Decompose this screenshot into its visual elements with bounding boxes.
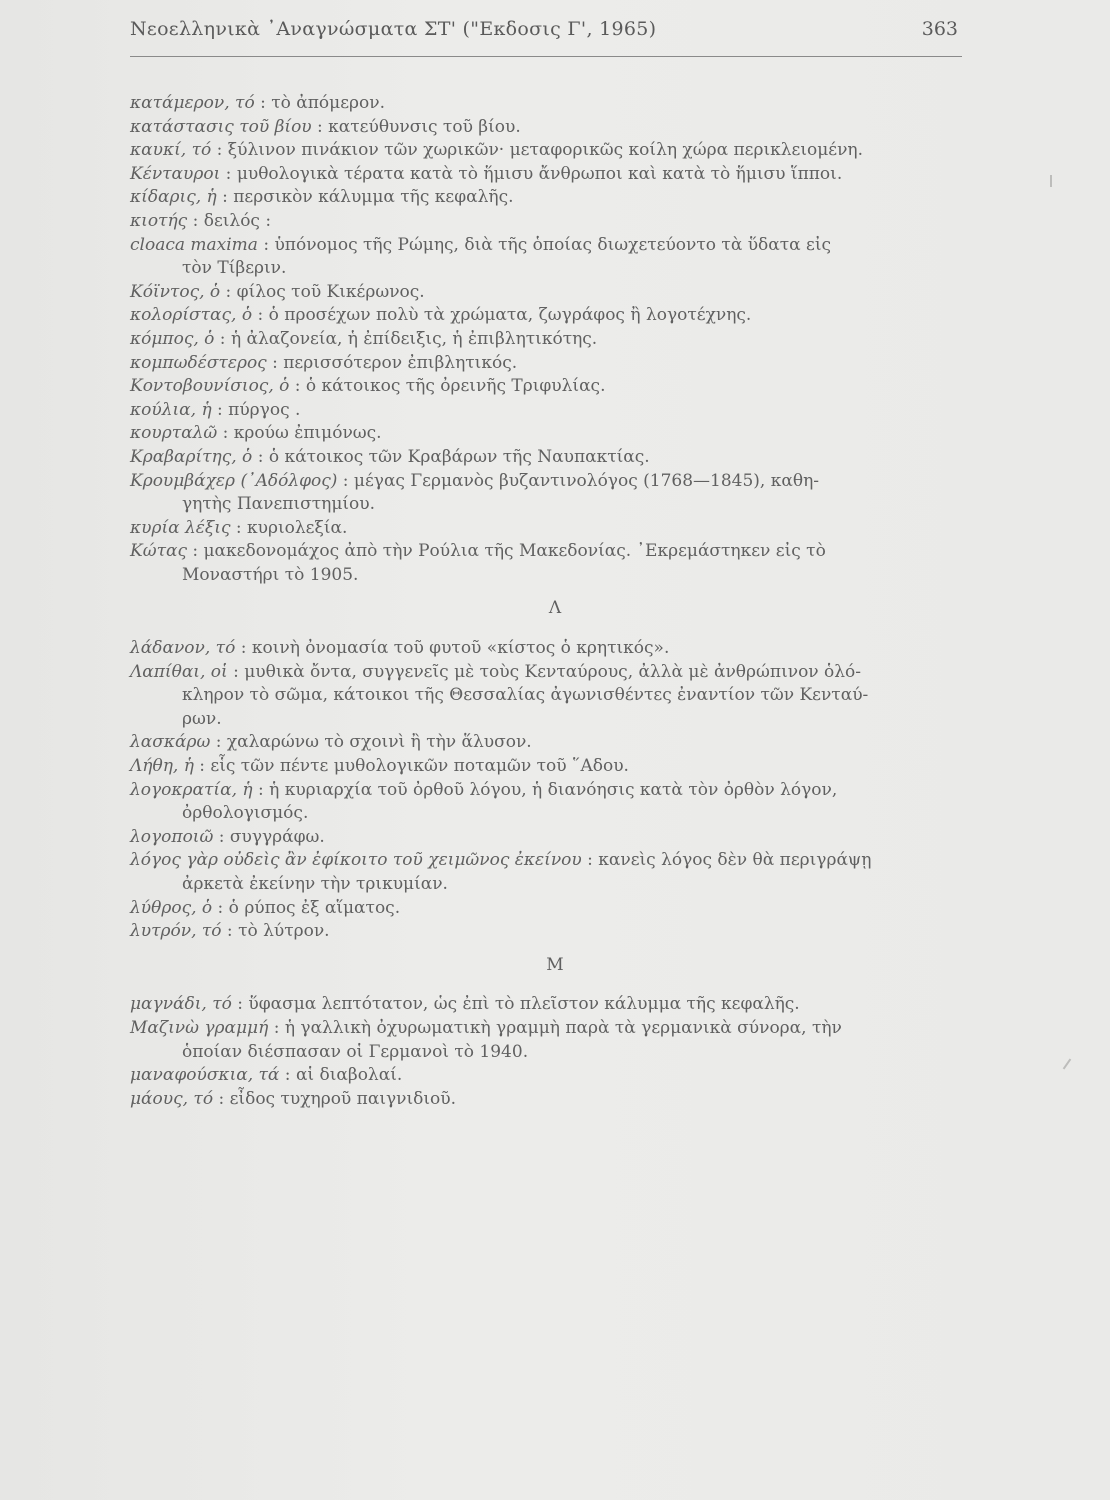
- entry-continuation: Μοναστήρι τὸ 1905.: [182, 564, 359, 585]
- entry-definition: : συγγράφω.: [213, 826, 325, 847]
- entry-definition: : πύργος .: [211, 399, 301, 420]
- glossary-entry: [130, 139, 980, 163]
- entry-definition: : αἱ διαβολαί.: [279, 1065, 403, 1086]
- section-heading-mu: Μ: [546, 954, 564, 975]
- section-heading-lambda: Λ: [548, 598, 562, 619]
- entry-term: κιοτής: [130, 210, 188, 231]
- entry-definition: : ὁ κάτοικος τῶν Κραβάρων τῆς Ναυπακτίας.: [252, 446, 650, 467]
- glossary-entry: [130, 186, 980, 210]
- entry-definition: : ἡ γαλλικὴ ὀχυρωματικὴ γραμμὴ παρὰ τὰ γερμανικὰ σύνορα, τὴν: [268, 1017, 842, 1038]
- entry-definition: : μυθολογικὰ τέρατα κατὰ τὸ ἥμισυ ἄνθρωποι καὶ κατὰ τὸ ἥμισυ ἵπποι.: [220, 163, 843, 184]
- entry-continuation: ἀρκετὰ ἐκείνην τὴν τρικυμίαν.: [182, 874, 448, 894]
- glossary-entry: [130, 210, 980, 234]
- glossary-entry: [130, 517, 980, 541]
- entry-term: Κοντοβουνίσιος, ὁ: [130, 376, 290, 397]
- entry-definition: : εἷς τῶν πέντε μυθολογικῶν ποταμῶν τοῦ ῞Αδου.: [193, 756, 629, 777]
- glossary-entry: [130, 446, 980, 470]
- entry-definition: : χαλαρώνω τὸ σχοινὶ ἢ τὴν ἅλυσον.: [210, 732, 532, 753]
- entry-definition: : ὕφασμα λεπτότατον, ὡς ἐπὶ τὸ πλεῖστον κάλυμμα τῆς κεφαλῆς.: [231, 994, 800, 1015]
- page-header: [130, 18, 962, 58]
- entry-term: κόμπος, ὁ: [130, 328, 215, 349]
- entry-definition: : ὁ ρύπος ἐξ αἵματος.: [212, 897, 401, 918]
- glossary-entry: [130, 755, 980, 779]
- glossary-entry: [130, 661, 980, 732]
- entry-term: μαγνάδι, τό: [130, 994, 232, 1015]
- entry-definition: : μέγας Γερμανὸς βυζαντινολόγος (1768—1845), καθη-: [337, 470, 819, 491]
- entry-definition: : ὁ προσέχων πολὺ τὰ χρώματα, ζωγράφος ἢ λογοτέχνης.: [252, 305, 752, 326]
- glossary-entry: [130, 92, 980, 116]
- entry-continuation: ρων.: [182, 708, 222, 729]
- entry-definition: : τὸ ἀπόμερον.: [254, 93, 385, 113]
- entry-term: κομπωδέστερος: [130, 352, 267, 373]
- entry-term: κατάμερον, τό: [130, 93, 255, 113]
- glossary-entry: [130, 304, 980, 328]
- bleed-mark: [1063, 1059, 1072, 1070]
- entry-term: μαναφούσκια, τά: [130, 1065, 280, 1086]
- entry-term: Λήθη, ἡ: [130, 756, 194, 777]
- glossary-entry: [130, 281, 980, 305]
- entry-term: cloaca maxima: [130, 234, 258, 255]
- page-number: 363: [921, 18, 958, 40]
- entry-term: Μαζινὼ γραμμή: [130, 1017, 269, 1038]
- glossary-entry: [130, 352, 980, 376]
- entry-term: κυρία λέξις: [130, 517, 231, 538]
- glossary-entry: [130, 375, 980, 399]
- entry-definition: : περσικὸν κάλυμμα τῆς κεφαλῆς.: [216, 187, 514, 208]
- glossary-entry: [130, 234, 980, 281]
- entry-continuation: ὁποίαν διέσπασαν οἱ Γερμανοὶ τὸ 1940.: [182, 1041, 529, 1062]
- entry-definition: : κυριολεξία.: [230, 517, 348, 538]
- entry-term: Κρουμβάχερ (᾿Αδόλφος): [130, 470, 338, 491]
- entry-definition: : κρούω ἐπιμόνως.: [217, 423, 382, 444]
- entry-term: λύθρος, ὁ: [130, 897, 213, 918]
- entry-definition: : ὁ κάτοικος τῆς ὀρεινῆς Τριφυλίας.: [289, 376, 606, 397]
- entry-term: λυτρόν, τό: [130, 921, 222, 942]
- entry-continuation: γητὴς Πανεπιστημίου.: [182, 494, 376, 515]
- entry-definition: : μακεδονομάχος ἀπὸ τὴν Ρούλια τῆς Μακεδονίας. ᾿Εκρεμάστηκεν εἰς τὸ: [186, 541, 826, 562]
- entry-continuation: ὀρθολογισμός.: [182, 803, 309, 824]
- glossary-section-kappa: [130, 92, 980, 587]
- entry-continuation: κληρον τὸ σῶμα, κάτοικοι τῆς Θεσσαλίας ἀγωνισθέντες ἐναντίον τῶν Κενταύ-: [182, 685, 869, 706]
- entry-definition: : ἡ ἀλαζονεία, ἡ ἐπίδειξις, ἡ ἐπιβλητικότης.: [214, 328, 598, 349]
- bleed-mark: [1050, 175, 1052, 187]
- entry-term: λασκάρω: [130, 732, 211, 753]
- entry-term: μάους, τό: [130, 1088, 214, 1109]
- glossary-entry: [130, 993, 980, 1017]
- glossary-entry: [130, 779, 980, 826]
- entry-definition: : κατεύθυνσις τοῦ βίου.: [311, 116, 521, 137]
- glossary-entry: [130, 897, 980, 921]
- entry-definition: : τὸ λύτρον.: [221, 921, 330, 942]
- glossary-entry: [130, 163, 980, 187]
- entry-term: κούλια, ἡ: [130, 399, 212, 420]
- running-head: Νεοελληνικὰ ᾿Αναγνώσματα ΣΤ' ("Εκδοσις Γ', 1965): [130, 18, 657, 40]
- glossary-section-lambda: [130, 637, 980, 944]
- entry-term: λάδανον, τό: [130, 638, 236, 659]
- entry-definition: : φίλος τοῦ Κικέρωνος.: [220, 281, 425, 302]
- entry-definition: : κοινὴ ὀνομασία τοῦ φυτοῦ «κίστος ὁ κρητικός».: [235, 638, 670, 659]
- entry-term: κίδαρις, ἡ: [130, 187, 217, 208]
- header-rule: [130, 56, 962, 57]
- entry-definition: : εἶδος τυχηροῦ παιγνιδιοῦ.: [213, 1088, 457, 1109]
- glossary-entry: [130, 399, 980, 423]
- entry-definition: : κανεὶς λόγος δὲν θὰ περιγράψῃ: [581, 850, 872, 871]
- glossary-entry: [130, 1088, 980, 1112]
- entry-definition: : δειλός :: [187, 210, 272, 231]
- glossary-entry: [130, 731, 980, 755]
- entry-term: κουρταλῶ: [130, 423, 218, 444]
- entry-term: Κώτας: [130, 541, 187, 562]
- glossary-entry: [130, 470, 980, 517]
- entry-term: Κένταυροι: [130, 163, 221, 184]
- glossary-entry: [130, 1017, 980, 1064]
- entry-term: Λαπίθαι, οἱ: [130, 661, 228, 682]
- entry-definition: : ὑπόνομος τῆς Ρώμης, διὰ τῆς ὁποίας διωχετεύοντο τὰ ὕδατα εἰς: [257, 234, 832, 255]
- entry-term: κολορίστας, ὁ: [130, 305, 253, 326]
- entry-term: κατάστασις τοῦ βίου: [130, 116, 312, 137]
- entry-term: Κόϊντος, ὁ: [130, 281, 221, 302]
- entry-term: λογοκρατία, ἡ: [130, 779, 253, 800]
- glossary-entry: [130, 826, 980, 850]
- entry-term: λογοποιῶ: [130, 826, 214, 847]
- entry-continuation: τὸν Τίβεριν.: [182, 258, 287, 279]
- glossary-entry: [130, 849, 980, 896]
- glossary-entry: [130, 1064, 980, 1088]
- glossary-entry: [130, 328, 980, 352]
- glossary-entry: [130, 637, 980, 661]
- glossary-entry: [130, 422, 980, 446]
- entry-term: καυκί, τό: [130, 140, 212, 161]
- entry-definition: : μυθικὰ ὄντα, συγγενεῖς μὲ τοὺς Κενταύρους, ἀλλὰ μὲ ἀνθρώπινον ὁλό-: [227, 661, 862, 682]
- glossary-body: [130, 92, 980, 1111]
- entry-definition: : περισσότερον ἐπιβλητικός.: [266, 352, 518, 373]
- entry-definition: : ξύλινον πινάκιον τῶν χωρικῶν· μεταφορικῶς κοίλη χώρα περικλειομένη.: [211, 140, 863, 161]
- glossary-entry: [130, 116, 980, 140]
- entry-term: λόγος γὰρ οὐδεὶς ἂν ἐφίκοιτο τοῦ χειμῶνος ἐκείνου: [130, 850, 582, 871]
- entry-definition: : ἡ κυριαρχία τοῦ ὀρθοῦ λόγου, ἡ διανόησις κατὰ τὸν ὀρθὸν λόγον,: [252, 779, 838, 800]
- glossary-section-mu: [130, 993, 980, 1111]
- glossary-entry: [130, 920, 980, 944]
- entry-term: Κραβαρίτης, ὁ: [130, 446, 253, 467]
- glossary-entry: [130, 540, 980, 587]
